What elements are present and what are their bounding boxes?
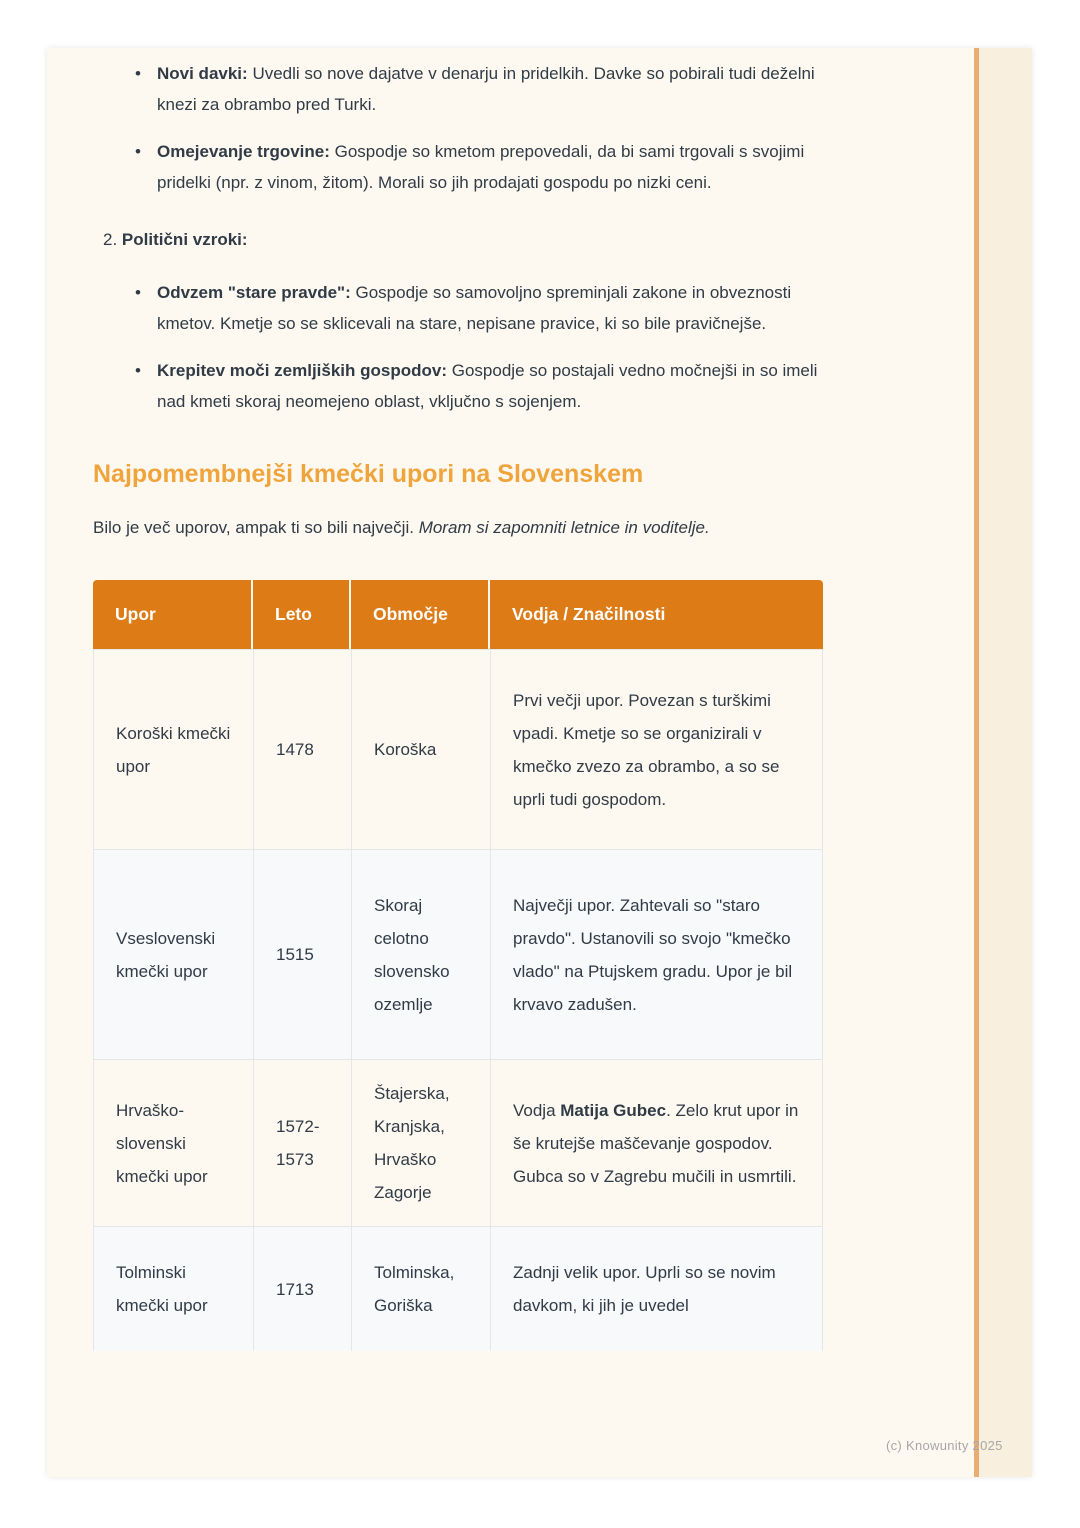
economic-causes-list bbox=[93, 58, 826, 198]
cell-upor: Hrvaško-slovenski kmečki upor bbox=[93, 1059, 253, 1226]
cell-upor: Koroški kmečki upor bbox=[93, 649, 253, 849]
bullet-icon: • bbox=[135, 64, 141, 83]
list-item bbox=[135, 136, 826, 198]
table-row bbox=[93, 849, 823, 1059]
table-row bbox=[93, 1059, 823, 1226]
cell-vodja-text: Zadnji velik upor. Uprli so se novim davkom, ki jih je uvedel bbox=[513, 1263, 776, 1315]
heading-label: Politični vzroki: bbox=[121, 230, 248, 249]
cell-obmocje: Koroška bbox=[351, 649, 490, 849]
cell-obmocje: Skoraj celotno slovensko ozemlje bbox=[351, 849, 490, 1059]
section-heading: Najpomembnejši kmečki upori na Slovenskem bbox=[93, 460, 644, 488]
table-row bbox=[93, 1226, 823, 1351]
column-header-obmocje: Območje bbox=[351, 580, 490, 649]
bullet-icon: • bbox=[135, 361, 141, 380]
list-item-label: Novi davki: bbox=[157, 64, 248, 83]
intro-normal-text: Bilo je več uporov, ampak ti so bili največji. bbox=[93, 518, 414, 537]
document-page bbox=[47, 48, 1032, 1477]
political-causes-heading bbox=[103, 224, 826, 255]
list-item bbox=[135, 58, 826, 120]
bullet-icon: • bbox=[135, 142, 141, 161]
cell-vodja-text: . Zelo krut upor in še krutejše maščevanje gospodov. Gubca so v Zagrebu mučili in usmrtili. bbox=[513, 1100, 799, 1186]
table-row bbox=[93, 649, 823, 849]
list-item bbox=[135, 277, 826, 339]
cell-vodja-text: Največji upor. Zahtevali so "staro pravdo". Ustanovili so svojo "kmečko vlado" na Ptujskem gradu. Upor je bil krvavo zadušen. bbox=[513, 895, 793, 1014]
cell-vodja-prefix: Vodja bbox=[513, 1100, 561, 1120]
list-item-label: Odvzem "stare pravde": bbox=[157, 283, 351, 302]
column-header-upor: Upor bbox=[93, 580, 253, 649]
cell-obmocje: Tolminska, Goriška bbox=[351, 1226, 490, 1351]
list-item-text: Uvedli so nove dajatve v denarju in pridelkih. Davke so pobirali tudi deželni knezi za obrambo pred Turki. bbox=[157, 64, 815, 114]
list-item-label: Omejevanje trgovine: bbox=[157, 142, 330, 161]
list-item-label: Krepitev moči zemljiških gospodov: bbox=[157, 361, 448, 380]
cell-leto: 1515 bbox=[253, 849, 351, 1059]
list-number: 2. bbox=[103, 230, 118, 249]
page-content bbox=[47, 48, 826, 1351]
page-edge-strip bbox=[979, 48, 1032, 1477]
political-causes-list bbox=[93, 277, 826, 417]
cell-vodja-bold: Matija Gubec bbox=[560, 1100, 667, 1120]
cell-vodja bbox=[490, 649, 823, 849]
cell-leto: 1572-1573 bbox=[253, 1059, 351, 1226]
list-item bbox=[135, 355, 826, 417]
cell-vodja bbox=[490, 849, 823, 1059]
cell-leto: 1478 bbox=[253, 649, 351, 849]
cell-vodja-text: Prvi večji upor. Povezan s turškimi vpadi. Kmetje so se organizirali v kmečko zvezo za obrambo, a so se uprli tudi gospodom. bbox=[513, 690, 780, 809]
column-header-leto: Leto bbox=[253, 580, 351, 649]
list-item-text: Gospodje so kmetom prepovedali, da bi sami trgovali s svojimi pridelki (npr. z vinom, žitom). Morali so jih prodajati gospodu po nizki ceni. bbox=[157, 142, 805, 192]
watermark-text: (c) Knowunity 2025 bbox=[886, 1438, 1003, 1453]
cell-upor: Vseslovenski kmečki upor bbox=[93, 849, 253, 1059]
intro-paragraph bbox=[93, 511, 826, 544]
cell-vodja bbox=[490, 1226, 823, 1351]
revolts-table bbox=[93, 580, 823, 1351]
cell-upor: Tolminski kmečki upor bbox=[93, 1226, 253, 1351]
list-item-text: Gospodje so samovoljno spreminjali zakone in obveznosti kmetov. Kmetje so se sklicevali na stare, nepisane pravice, ki so bile pravičnejše. bbox=[157, 283, 792, 333]
table-header-row bbox=[93, 580, 823, 649]
intro-italic-text: Moram si zapomniti letnice in voditelje. bbox=[418, 518, 710, 537]
column-header-vodja: Vodja / Značilnosti bbox=[490, 580, 823, 649]
bullet-icon: • bbox=[135, 283, 141, 302]
cell-obmocje: Štajerska, Kranjska, Hrvaško Zagorje bbox=[351, 1059, 490, 1226]
cell-leto: 1713 bbox=[253, 1226, 351, 1351]
cell-vodja bbox=[490, 1059, 823, 1226]
list-item-text: Gospodje so postajali vedno močnejši in so imeli nad kmeti skoraj neomejeno oblast, vključno s sojenjem. bbox=[157, 361, 818, 411]
